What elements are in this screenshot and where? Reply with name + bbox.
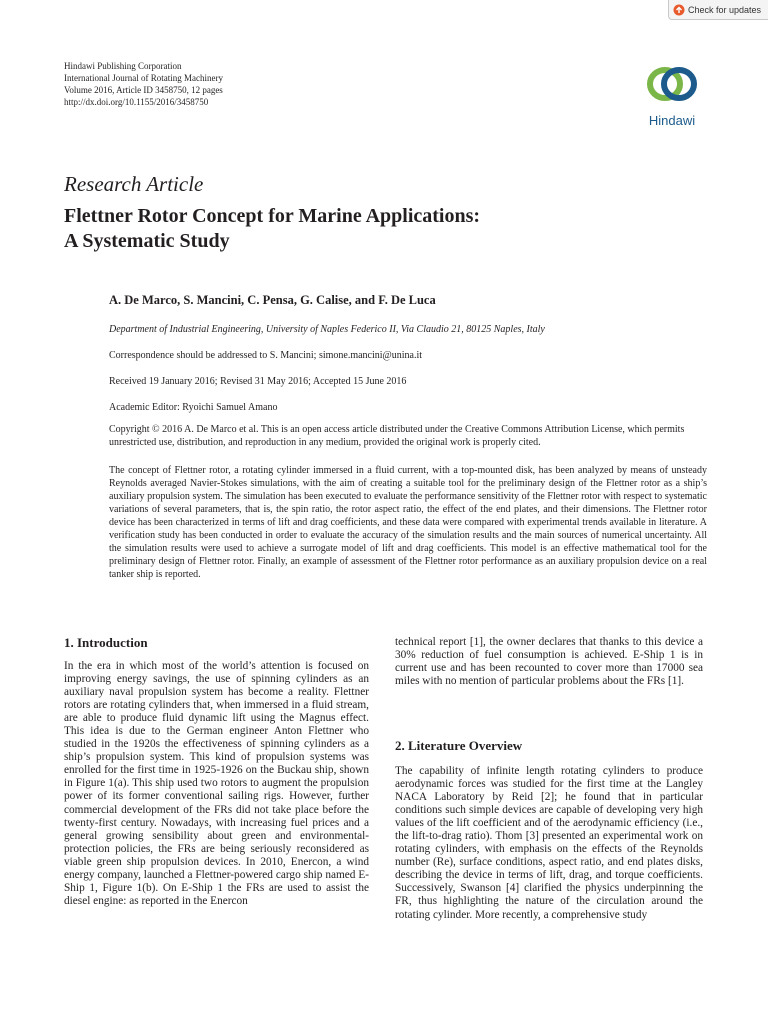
hindawi-logo-icon: [644, 60, 700, 110]
title-line-1: Flettner Rotor Concept for Marine Applications:: [64, 205, 481, 227]
paper-title: [64, 204, 624, 254]
update-icon: [673, 4, 685, 16]
literature-overview-body: The capability of infinite length rotating cylinders to produce aerodynamic forces was studied for the first time at the Langley NACA Laboratory by Reid [2]; he found that in particular conditions such simple devices are capable of developing very high values of the lift coefficient and of the aerodynamic efficiency (i.e., the lift-to-drag ratio). Thom [3] presented an experimental work on rotating cylinders, with emphasis on the effects of the Reynolds number (Re), surface conditions, aspect ratio, and end plates disks, describing the device in terms of lift, drag, and torque coefficients. Successively, Swanson [4] clarified the physics underpinning the FR, thus highlighting the nature of the circulation around the rotating cylinder. More recently, a comprehensive study: [395, 765, 703, 921]
section-heading-introduction: 1. Introduction: [64, 635, 148, 650]
submission-dates: Received 19 January 2016; Revised 31 May 2016; Accepted 15 June 2016: [109, 376, 407, 387]
title-line-2: A Systematic Study: [64, 230, 230, 252]
article-type: Research Article: [64, 172, 204, 196]
correspondence: Correspondence should be addressed to S. Mancini; simone.mancini@unina.it: [109, 350, 423, 361]
copyright-notice: Copyright © 2016 A. De Marco et al. This is an open access article distributed under the Creative Commons Attribution License, which permits unrestricted use, distribution, and reproduction in any medium, provided the original work is properly cited.: [109, 424, 685, 448]
section-heading-literature-overview: 2. Literature Overview: [395, 738, 523, 753]
journal-line: International Journal of Rotating Machinery: [64, 73, 223, 83]
abstract: The concept of Flettner rotor, a rotating cylinder immersed in a fluid current, with a top-mounted disk, has been analyzed by means of unsteady Reynolds averaged Navier-Stokes simulations, with the aim of creating a suitable tool for the preliminary design of the Flettner rotor as a ship’s auxiliary propulsion system. The simulation has been executed to evaluate the performance sensitivity of the Flettner rotor with respect to systematic variations of several parameters, that is, the spin ratio, the rotor aspect ratio, the effect of the end plates, and their dimensions. The Flettner rotor device has been characterized in terms of lift and drag coefficients, and these data were compared with experimental trends available in literature. A verification study has been conducted in order to evaluate the accuracy of the simulation results and the main sources of numerical uncertainty. All the simulation results were used to achieve a surrogate model of lift and drag coefficients. This model is an effective mathematical tool for the preliminary design of Flettner rotor. Finally, an example of assessment of the Flettner rotor performance as an auxiliary propulsion device on a real tanker ship is reported.: [109, 465, 707, 580]
author-list: A. De Marco, S. Mancini, C. Pensa, G. Calise, and F. De Luca: [109, 293, 436, 307]
publisher-line: Hindawi Publishing Corporation: [64, 61, 182, 71]
hindawi-logo: [636, 60, 708, 132]
journal-header: [64, 60, 223, 108]
check-for-updates-label: Check for updates: [688, 4, 762, 15]
check-for-updates-button[interactable]: [668, 0, 768, 20]
doi-link[interactable]: http://dx.doi.org/10.1155/2016/3458750: [64, 97, 209, 107]
volume-line: Volume 2016, Article ID 3458750, 12 pages: [64, 85, 223, 95]
academic-editor: Academic Editor: Ryoichi Samuel Amano: [109, 402, 278, 413]
introduction-continued: technical report [1], the owner declares that thanks to this device a 30% reduction of fuel consumption is achieved. E-Ship 1 is in current use and has been recounted to cover more than 17000 sea miles with no mention of particular problems about the FRs [1].: [395, 636, 703, 688]
logo-text: Hindawi: [648, 113, 696, 128]
affiliation: Department of Industrial Engineering, University of Naples Federico II, Via Claudio 21, 80125 Naples, Italy: [109, 324, 545, 335]
introduction-body: In the era in which most of the world’s attention is focused on improving energy savings, the use of spinning cylinders as an auxiliary naval propulsion system has become a reality. Flettner rotors are rotating cylinders that, when immersed in a fluid stream, are able to produce fluid dynamic lift using the Magnus effect. This idea is due to the German engineer Anton Flettner who studied in the 1920s the effectiveness of spinning cylinders as a ship’s propulsion system. This kind of propulsion systems was enrolled for the first time in 1925-1926 on the Buckau ship, shown in Figure 1(a). This ship used two rotors to augment the propulsion power of its former conventional sailing rigs. However, further commercial development of the FRs did not take place before the twenty-first century. Nowadays, with increasing fuel prices and a general growing sensibility about green and environmental-protection policies, the FRs are being seriously reconsidered as viable green ship propulsion devices. In 2010, Enercon, a wind energy company, launched a Flettner-powered cargo ship named E-Ship 1, Figure 1(b). On E-Ship 1 the FRs are used to assist the diesel engine: as reported in the Enercon: [64, 660, 369, 907]
